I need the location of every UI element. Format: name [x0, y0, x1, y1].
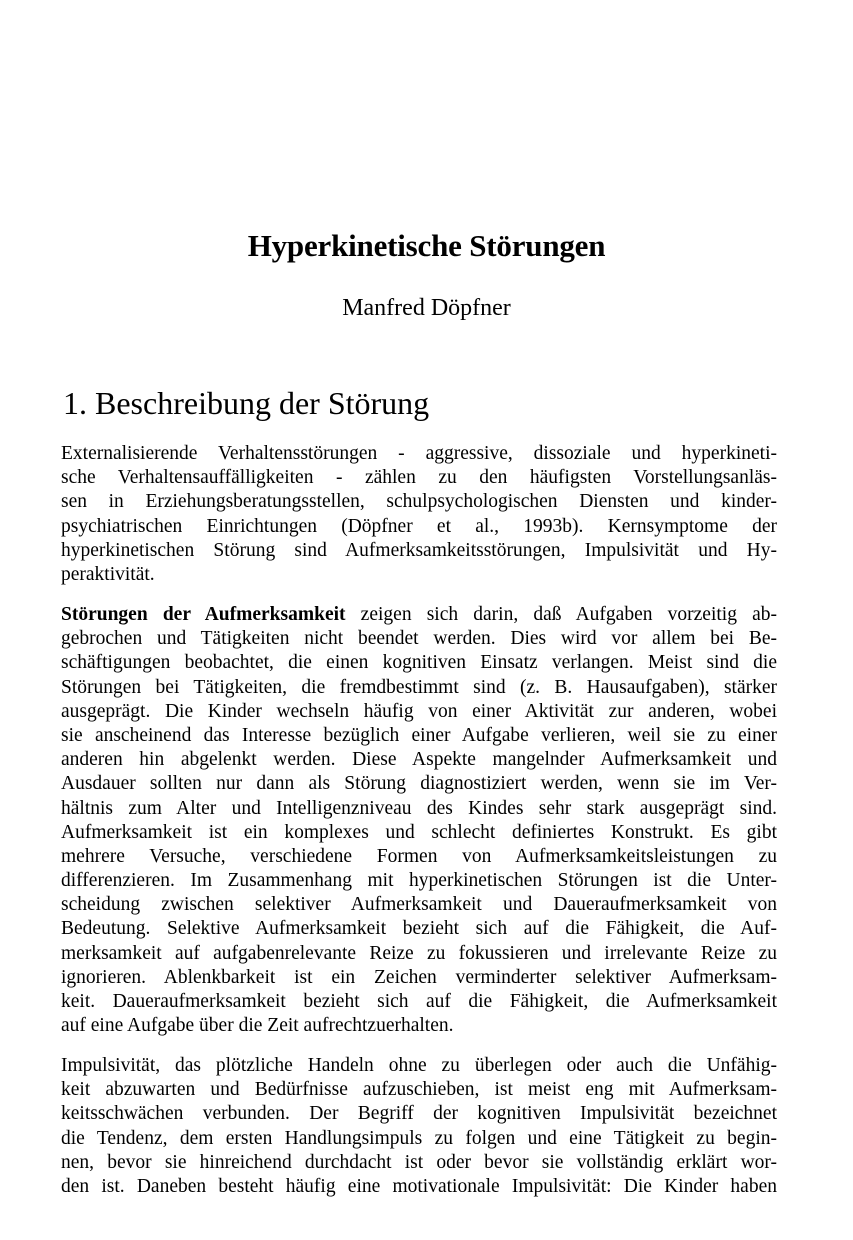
text-line: ausgeprägt. Die Kinder wechseln häufig von einer Aktivität zur anderen, wobei — [61, 700, 777, 722]
text-line — [61, 603, 777, 627]
text-line: hyperkinetischen Störung sind Aufmerksamkeitsstörungen, Impulsivität und Hy- — [61, 539, 777, 561]
document-title: Hyperkinetische Störungen — [247, 228, 606, 263]
section-heading: 1. Beschreibung der Störung — [63, 385, 430, 421]
text-line: sche Verhaltensauffälligkeiten - zählen zu den häufigsten Vorstellungsanläs- — [61, 467, 777, 489]
text-fragment: zeigen sich darin, daß Aufgaben vorzeitig ab- — [345, 604, 777, 625]
text-line: die Tendenz, dem ersten Handlungsimpuls zu folgen und eine Tätigkeit zu begin- — [61, 1127, 777, 1149]
text-line: keit abzuwarten und Bedürfnisse aufzuschieben, ist meist eng mit Aufmerksam- — [61, 1079, 777, 1101]
author-name: Manfred Döpfner — [342, 295, 511, 321]
paragraph-intro — [61, 442, 777, 587]
text-line: schäftigungen beobachtet, die einen kognitiven Einsatz verlangen. Meist sind die — [61, 652, 777, 674]
text-line: gebrochen und Tätigkeiten nicht beendet werden. Dies wird vor allem bei Be- — [61, 628, 777, 650]
paragraph-impulsivity — [61, 1054, 777, 1199]
text-line: psychiatrischen Einrichtungen (Döpfner et al., 1993b). Kernsymptome der — [61, 515, 777, 537]
text-line: hältnis zum Alter und Intelligenzniveau des Kindes sehr stark ausgeprägt sind. — [61, 797, 777, 819]
text-line: differenzieren. Im Zusammenhang mit hyperkinetischen Störungen ist die Unter- — [61, 870, 777, 892]
text-line: keitsschwächen verbunden. Der Begriff der kognitiven Impulsivität bezeichnet — [61, 1103, 777, 1125]
text-line: Impulsivität, das plötzliche Handeln ohne zu überlegen oder auch die Unfähig- — [61, 1055, 777, 1076]
text-line: mehrere Versuche, verschiedene Formen von Aufmerksamkeitsleistungen zu — [61, 845, 777, 867]
text-line: Aufmerksamkeit ist ein komplexes und schlecht definiertes Konstrukt. Es gibt — [61, 821, 777, 843]
text-line: scheidung zwischen selektiver Aufmerksamkeit und Daueraufmerksamkeit von — [61, 894, 777, 916]
text-line: Bedeutung. Selektive Aufmerksamkeit bezieht sich auf die Fähigkeit, die Auf- — [61, 918, 777, 940]
text-line: peraktivität. — [61, 563, 155, 585]
text-line: den ist. Daneben besteht häufig eine motivationale Impulsivität: Die Kinder haben — [61, 1175, 777, 1197]
text-line: nen, bevor sie hinreichend durchdacht ist oder bevor sie vollständig erklärt wor- — [61, 1151, 777, 1173]
text-line: Störungen bei Tätigkeiten, die fremdbestimmt sind (z. B. Hausaufgaben), stärker — [61, 676, 777, 698]
text-line: anderen hin abgelenkt werden. Diese Aspekte mangelnder Aufmerksamkeit und — [61, 749, 777, 771]
text-line: auf eine Aufgabe über die Zeit aufrechtzuerhalten. — [61, 1015, 454, 1037]
text-line: Externalisierende Verhaltensstörungen - aggressive, dissoziale und hyperkineti- — [61, 443, 777, 464]
text-line: sie anscheinend das Interesse bezüglich einer Aufgabe verlieren, weil sie zu einer — [61, 724, 777, 746]
text-line: merksamkeit auf aufgabenrelevante Reize zu fokussieren und irrelevante Reize zu — [61, 942, 777, 964]
text-line: keit. Daueraufmerksamkeit bezieht sich auf die Fähigkeit, die Aufmerksamkeit — [61, 991, 777, 1012]
text-line: ignorieren. Ablenkbarkeit ist ein Zeichen verminderter selektiver Aufmerksam- — [61, 966, 777, 988]
paragraph-attention — [61, 603, 777, 1038]
bold-term: Störungen der Aufmerksamkeit — [61, 604, 346, 625]
text-line: sen in Erziehungsberatungsstellen, schulpsychologischen Diensten und kinder- — [61, 491, 777, 513]
text-line: Ausdauer sollten nur dann als Störung diagnostiziert werden, wenn sie im Ver- — [61, 773, 777, 795]
